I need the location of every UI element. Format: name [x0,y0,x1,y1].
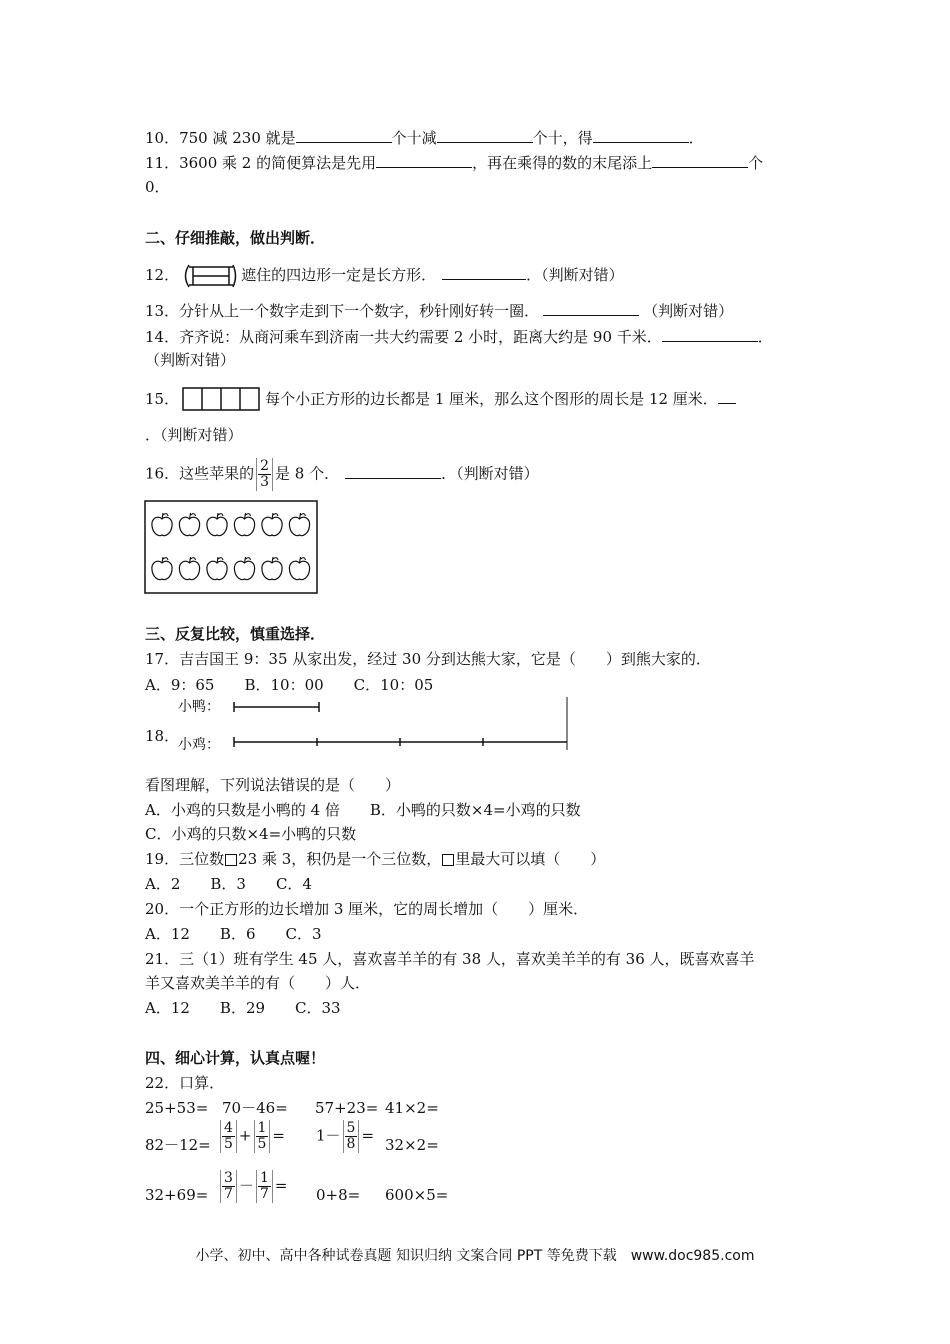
calc-item: 70－46= [222,1099,288,1117]
question-21: 21．三（1）班有学生 45 人，喜欢喜羊羊的有 38 人，喜欢美羊羊的有 36 人，既喜欢喜羊 [145,950,755,968]
section-4-heading: 四、细心计算，认真点喔！ [145,1049,326,1067]
line-segment-diagram [228,695,573,755]
calc-item: 82－12= [145,1136,211,1154]
question-18: 看图理解，下列说法错误的是（ ） [145,776,401,794]
question-22-title: 22．口算． [145,1074,225,1092]
question-15: 15． 每个小正方形的边长都是 1 厘米，那么这个图形的周长是 12 厘米． [145,386,736,414]
blank-square-icon [225,854,237,866]
calc-item: 32+69= [145,1186,209,1204]
question-21-cont: 羊又喜欢美羊羊的有（ ）人． [145,974,371,992]
calc-item: 57+23= [315,1099,379,1117]
question-11-cont: 0． [145,178,170,196]
answer-blank[interactable] [376,153,472,168]
answer-blank[interactable] [543,301,639,316]
question-11: 11．3600 乘 2 的简便算法是先用 ，再在乘得的数的末尾添上 个 [145,154,764,172]
calc-item: 25+53= [145,1099,209,1117]
answer-blank[interactable] [437,128,533,143]
duck-label: 小鸭： [178,699,220,715]
four-squares-figure [181,386,263,414]
answer-blank[interactable] [593,128,689,143]
page-footer: 小学、初中、高中各种试卷真题 知识归纳 文案合同 PPT 等免费下载 www.doc985.com [195,1248,755,1264]
apple-icon [179,513,199,536]
calc-item: 0+8= [316,1186,361,1204]
blank-square-icon [442,854,454,866]
covered-quadrilateral-figure [181,263,239,289]
question-14-cont: （判断对错） [145,351,236,369]
answer-blank[interactable] [652,153,748,168]
apples-figure [144,500,320,596]
question-21-options[interactable]: A．12 B．29 C．33 [145,999,341,1017]
apple-icon [262,557,282,580]
apple-icon [207,513,227,536]
answer-blank[interactable] [718,389,736,404]
answer-blank[interactable] [296,128,392,143]
question-10: 10．750 减 230 就是 个十减 个十，得 ． [145,129,704,147]
apple-icon [179,557,199,580]
section-2-heading: 二、仔细推敲，做出判断． [145,229,326,247]
apple-icon [234,557,254,580]
question-15-cont: ．（判断对错） [145,426,243,444]
question-12: 12． 遮住的四边形一定是长方形． ．（判断对错） [145,263,624,289]
answer-blank[interactable] [662,327,758,342]
calc-item-fraction: $\frac{3}{7}$ － $\frac{1}{7}$ = [218,1170,287,1203]
question-20: 20．一个正方形的边长增加 3 厘米，它的周长增加（ ）厘米． [145,900,589,918]
question-18-number: 18． [145,727,180,745]
apple-icon [262,513,282,536]
apple-icon [152,513,172,536]
apple-icon [289,513,309,536]
question-17: 17．吉吉国王 9：35 从家出发，经过 30 分到达熊大家，它是（ ）到熊大家的． [145,650,711,668]
calc-item: 600×5= [385,1186,449,1204]
question-18-options-ab[interactable]: A．小鸡的只数是小鸭的 4 倍 B．小鸭的只数×4=小鸡的只数 [145,801,581,819]
question-17-options[interactable]: A．9：65 B．10：00 C．10：05 [145,676,434,694]
apple-icon [289,557,309,580]
apple-icon [234,513,254,536]
question-13: 13．分针从上一个数字走到下一个数字，秒针刚好转一圈． （判断对错） [145,302,734,320]
chick-label: 小鸡： [178,737,220,753]
fraction: $\frac{2}{3}$ [256,458,273,491]
question-19: 19．三位数 23 乘 3，积仍是一个三位数， 里最大可以填（ ） [145,850,606,868]
calc-item: 32×2= [385,1136,439,1154]
question-20-options[interactable]: A．12 B．6 C．3 [145,925,322,943]
answer-blank[interactable] [442,265,526,280]
question-14: 14．齐齐说：从商河乘车到济南一共大约需要 2 小时，距离大约是 90 千米． ． [145,328,773,346]
section-3-heading: 三、反复比较，慎重选择． [145,625,326,643]
calc-item-fraction: 1－ $\frac{5}{8}$ = [316,1120,375,1152]
answer-blank[interactable] [345,464,441,479]
question-16: 16．这些苹果的 $\frac{2}{3}$ 是 8 个． ．（判断对错） [145,458,539,490]
calc-item-fraction: $\frac{4}{5}$ + $\frac{1}{5}$ = [218,1120,285,1153]
question-18-option-c[interactable]: C．小鸡的只数×4=小鸭的只数 [145,825,357,843]
apple-icon [152,557,172,580]
calc-item: 41×2= [385,1099,439,1117]
apple-icon [207,557,227,580]
question-19-options[interactable]: A．2 B．3 C．4 [145,875,312,893]
